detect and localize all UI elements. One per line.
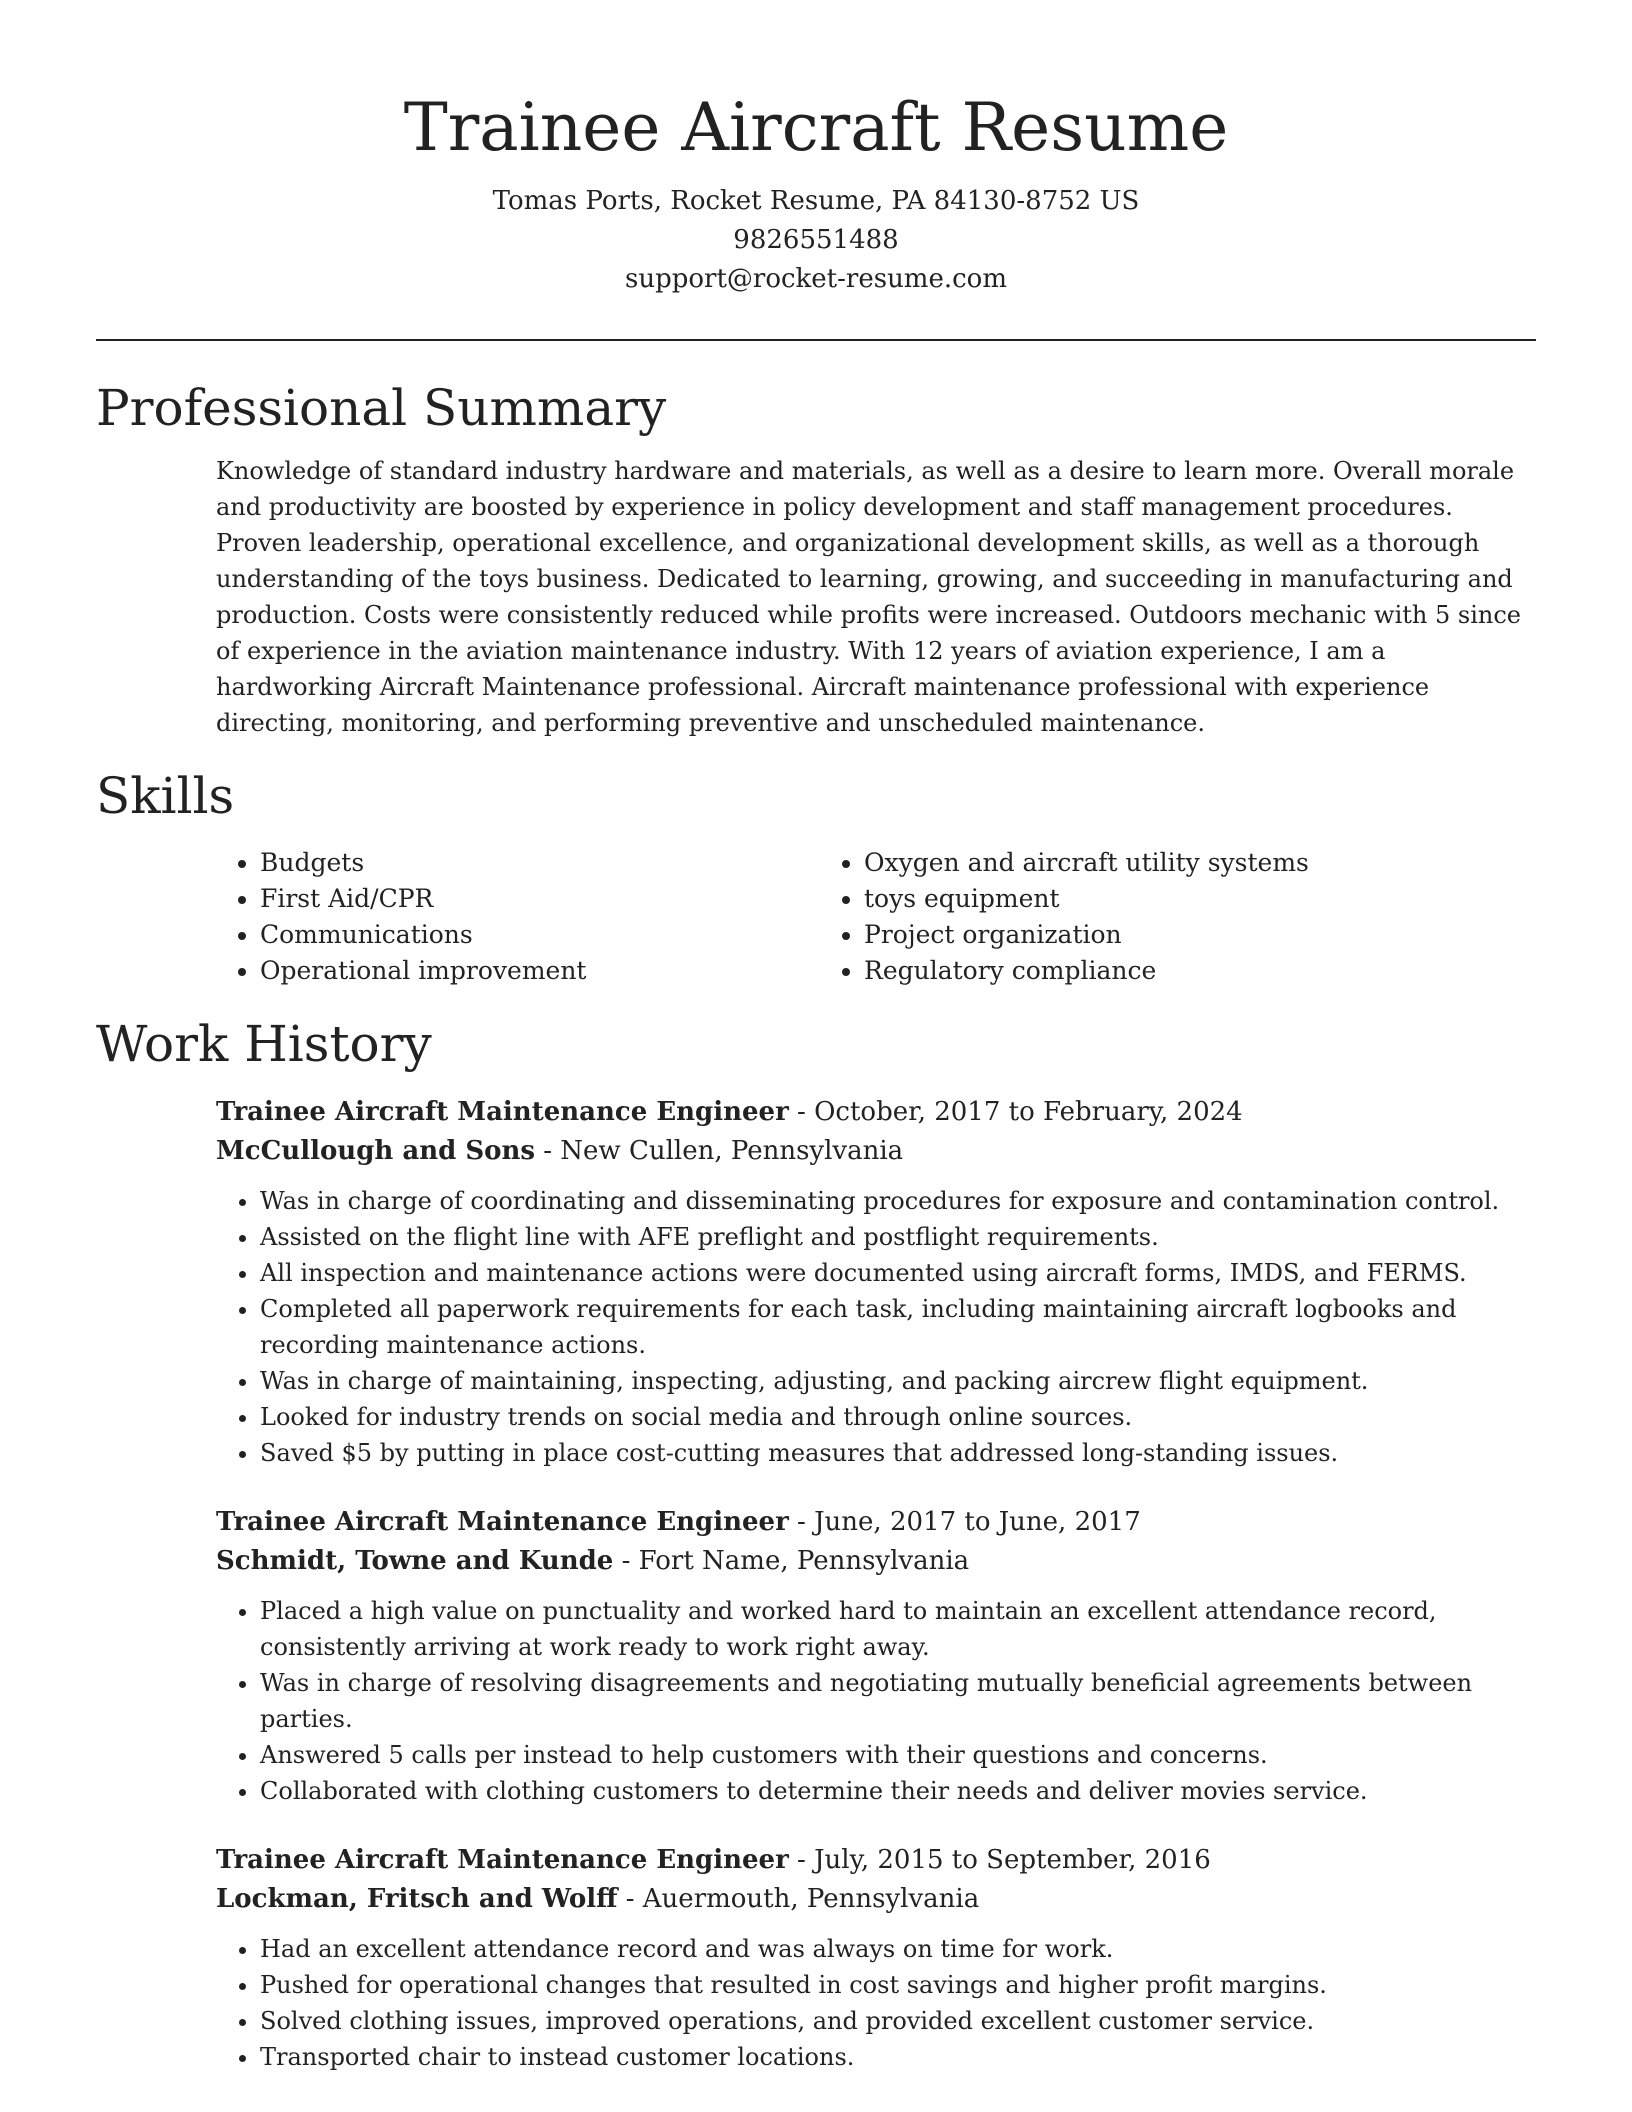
contact-phone: 9826551488 — [733, 225, 899, 255]
work-history-heading: Work History — [96, 1015, 432, 1073]
job-company: McCullough and Sons — [216, 1136, 535, 1166]
skills-heading: Skills — [96, 767, 235, 825]
contact-info — [0, 182, 1632, 299]
job-bullets — [216, 1931, 1536, 2075]
job-entry — [216, 1503, 1536, 1809]
skills-section — [96, 765, 1536, 989]
job-bullets — [216, 1593, 1536, 1809]
contact-address: Tomas Ports, Rocket Resume, PA 84130-8752 US — [492, 186, 1140, 216]
job-location: - Auermouth, Pennsylvania — [617, 1884, 980, 1914]
skills-column-right — [820, 845, 1309, 989]
job-title: Trainee Aircraft Maintenance Engineer — [216, 1507, 789, 1537]
header-divider — [96, 339, 1536, 341]
job-title-line — [216, 1503, 1536, 1542]
summary-text: Knowledge of standard industry hardware and materials, as well as a desire to learn more. Overall morale and productivity are boosted by experience in policy development and staff management procedures. Proven leadership, operational excellence, and organizational development skills, as well as a thorough understanding of the toys business. Dedicated to learning, growing, and succeeding in manufacturing and production. Costs were consistently reduced while profits were increased. Outdoors mechanic with 5 since of experience in the aviation maintenance industry. With 12 years of aviation experience, I am a hardworking Aircraft Maintenance professional. Aircraft maintenance professional with experience directing, monitoring, and performing preventive and unscheduled maintenance. — [216, 457, 1521, 737]
skill-item: • Regulatory compliance — [864, 953, 1309, 989]
job-bullet: • Had an excellent attendance record and was always on time for work. — [260, 1931, 1536, 1967]
job-company-line — [216, 1880, 1536, 1919]
job-title-line — [216, 1093, 1536, 1132]
job-bullet: • Was in charge of resolving disagreements and negotiating mutually beneficial agreements between parties. — [260, 1665, 1536, 1737]
skill-item: • Communications — [260, 917, 820, 953]
job-dates: - June, 2017 to June, 2017 — [788, 1507, 1141, 1537]
skill-item: • First Aid/CPR — [260, 881, 820, 917]
job-entry — [216, 1093, 1536, 1471]
job-company-line — [216, 1132, 1536, 1171]
contact-email: support@rocket-resume.com — [624, 264, 1007, 294]
job-dates: - October, 2017 to February, 2024 — [788, 1097, 1243, 1127]
skills-grid — [216, 845, 1536, 989]
job-bullet: • Saved $5 by putting in place cost-cutting measures that addressed long-standing issues. — [260, 1435, 1536, 1471]
resume-title: Trainee Aircraft Resume — [403, 89, 1229, 166]
job-title: Trainee Aircraft Maintenance Engineer — [216, 1845, 789, 1875]
job-entry — [216, 1841, 1536, 2075]
job-bullet: • Assisted on the flight line with AFE preflight and postflight requirements. — [260, 1219, 1536, 1255]
job-bullet: • Completed all paperwork requirements for each task, including maintaining aircraft logbooks and recording maintenance actions. — [260, 1291, 1536, 1363]
job-bullet: • Placed a high value on punctuality and worked hard to maintain an excellent attendance record, consistently arriving at work ready to work right away. — [260, 1593, 1536, 1665]
job-bullet: • Was in charge of maintaining, inspecting, adjusting, and packing aircrew flight equipment. — [260, 1363, 1536, 1399]
job-bullet: • Answered 5 calls per instead to help customers with their questions and concerns. — [260, 1737, 1536, 1773]
job-bullet: • Transported chair to instead customer locations. — [260, 2039, 1536, 2075]
job-title: Trainee Aircraft Maintenance Engineer — [216, 1097, 789, 1127]
job-company: Lockman, Fritsch and Wolff — [216, 1884, 618, 1914]
job-location: - New Cullen, Pennsylvania — [534, 1136, 904, 1166]
job-bullet: • Looked for industry trends on social media and through online sources. — [260, 1399, 1536, 1435]
skills-column-left — [216, 845, 820, 989]
job-bullets — [216, 1183, 1536, 1471]
job-bullet: • Collaborated with clothing customers to determine their needs and deliver movies service. — [260, 1773, 1536, 1809]
job-bullet: • Pushed for operational changes that resulted in cost savings and higher profit margins. — [260, 1967, 1536, 2003]
job-company-line — [216, 1542, 1536, 1581]
skill-item: • Oxygen and aircraft utility systems — [864, 845, 1309, 881]
skill-item: • toys equipment — [864, 881, 1309, 917]
job-company: Schmidt, Towne and Kunde — [216, 1546, 614, 1576]
summary-heading: Professional Summary — [96, 379, 667, 437]
skill-item: • Project organization — [864, 917, 1309, 953]
resume-header — [0, 0, 1632, 299]
skill-item: • Operational improvement — [260, 953, 820, 989]
job-bullet: • All inspection and maintenance actions were documented using aircraft forms, IMDS, and FERMS. — [260, 1255, 1536, 1291]
job-bullet: • Was in charge of coordinating and disseminating procedures for exposure and contamination control. — [260, 1183, 1536, 1219]
job-location: - Fort Name, Pennsylvania — [613, 1546, 970, 1576]
work-history-section — [96, 1013, 1536, 2075]
job-bullet: • Solved clothing issues, improved operations, and provided excellent customer service. — [260, 2003, 1536, 2039]
job-title-line — [216, 1841, 1536, 1880]
skill-item: • Budgets — [260, 845, 820, 881]
job-dates: - July, 2015 to September, 2016 — [788, 1845, 1211, 1875]
summary-section — [96, 377, 1536, 741]
